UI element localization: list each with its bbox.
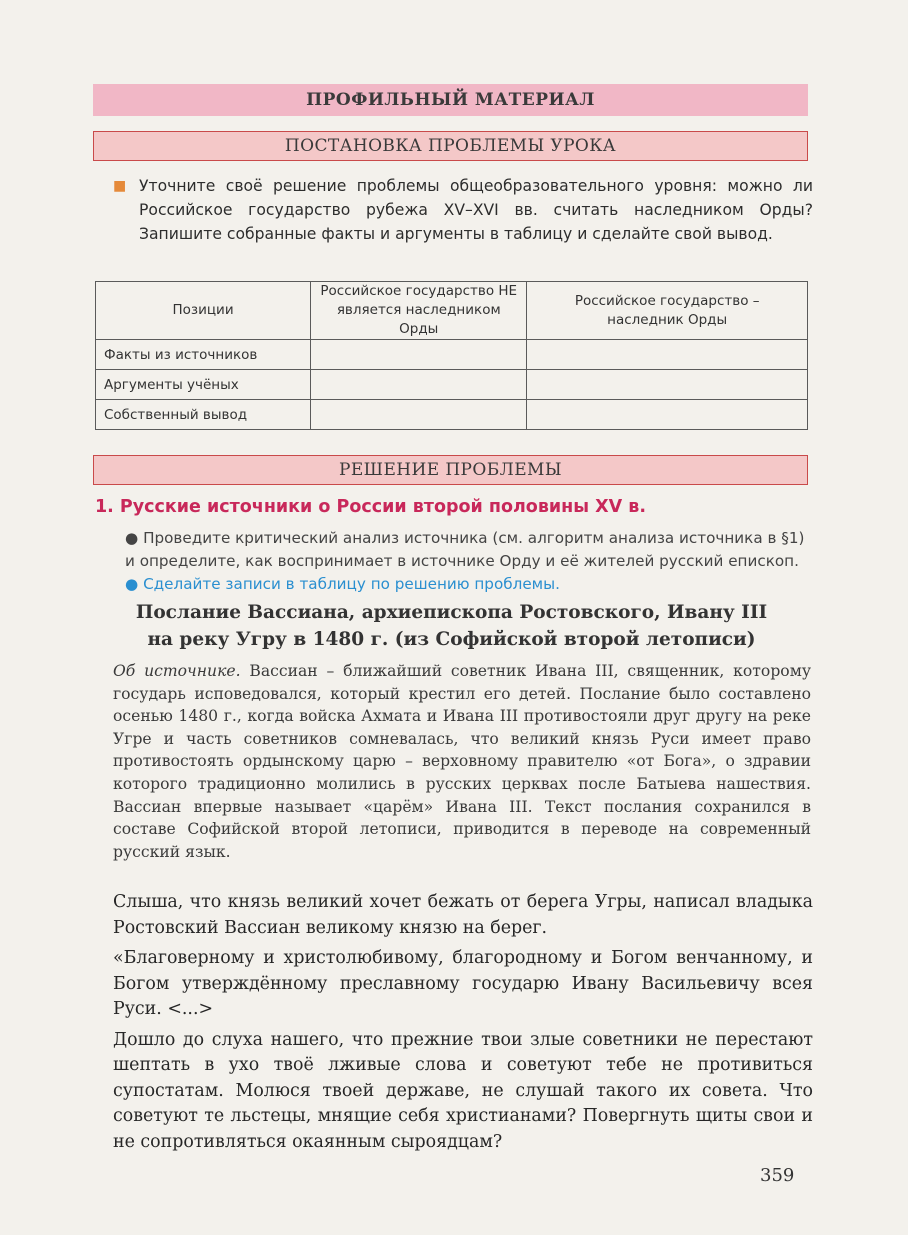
general-task: [113, 174, 813, 246]
table-cell: [527, 370, 808, 400]
source-title-line: на реку Угру в 1480 г. (из Софийской второй летописи): [147, 629, 756, 650]
positions-table: [95, 281, 808, 430]
problem-solution-banner: РЕШЕНИЕ ПРОБЛЕМЫ: [93, 455, 808, 485]
section-task-record: ● Сделайте записи в таблицу по решению проблемы.: [125, 575, 560, 593]
table-cell: [527, 400, 808, 430]
profile-material-banner: ПРОФИЛЬНЫЙ МАТЕРИАЛ: [93, 84, 808, 116]
source-paragraph: «Благоверному и христолюбивому, благородному и Богом венчанному, и Богом утверждённому преславному государю Ивану Васильевичу всея Руси. <...>: [113, 948, 813, 1019]
table-row: [96, 340, 808, 370]
problem-setup-banner: ПОСТАНОВКА ПРОБЛЕМЫ УРОКА: [93, 131, 808, 161]
table-cell: [527, 340, 808, 370]
table-row-label: Собственный вывод: [96, 400, 311, 430]
table-header-positions: Позиции: [96, 282, 311, 340]
square-bullet-icon: ■: [113, 178, 127, 194]
section-heading: 1. Русские источники о России второй половины XV в.: [95, 497, 647, 517]
table-header-row: [96, 282, 808, 340]
table-cell: [311, 340, 527, 370]
about-source-lead: Об источнике.: [113, 662, 241, 680]
table-row: [96, 400, 808, 430]
table-row-label: Аргументы учёных: [96, 370, 311, 400]
about-source-text: Вассиан – ближайший советник Ивана III, священник, которому государь исповедовался, который крестил его детей. Послание было составлено осенью 1480 г., когда войска Ахмата и Ивана III противостояли друг другу на реке Угре и часть советников сомневалась, что великий князь Руси имеет право противостоять ордынскому царю – верховному правителю «от Бога», о здравии которого традиционно молились в русских церквах после Батыева нашествия. Вассиан впервые называет «царём» Ивана III. Текст послания сохранился в составе Софийской второй летописи, приводится в переводе на современный русский язык.: [113, 662, 811, 861]
source-paragraph: Дошло до слуха нашего, что прежние твои злые советники не перестают шептать в ухо твоё лживые слова и советуют тебе не противиться супостатам. Молюся твоей державе, не слушай такого их совета. Что советуют те льстецы, мнящие себя христианами? Повергнуть щиты свои и не сопротивляться окаянным сыроядцам?: [113, 1029, 813, 1152]
table-row-label: Факты из источников: [96, 340, 311, 370]
general-task-text: Уточните своё решение проблемы общеобразовательного уровня: можно ли Российское государство рубежа XV–XVI вв. считать наследником Орды? Запишите собранные факты и аргументы в таблицу и сделайте свой вывод.: [139, 177, 813, 243]
source-paragraph: Слыша, что князь великий хочет бежать от берега Угры, написал владыка Ростовский Вассиан великому князю на берег.: [113, 892, 813, 938]
source-text: [113, 890, 813, 1160]
about-source: [113, 660, 811, 863]
source-title-line: Послание Вассиана, архиепископа Ростовского, Ивану III: [135, 602, 768, 623]
table-row: [96, 370, 808, 400]
table-cell: [311, 400, 527, 430]
page-number: 359: [760, 1165, 795, 1186]
table-cell: [311, 370, 527, 400]
table-header-not-heir: Российское государство НЕ является наследником Орды: [311, 282, 527, 340]
source-title: [95, 599, 808, 653]
section-task: [125, 527, 815, 596]
section-task-analysis: ● Проведите критический анализ источника (см. алгоритм анализа источника в §1) и определите, как воспринимает в источнике Орду и её жителей русский епископ.: [125, 529, 805, 570]
table-header-heir: Российское государство – наследник Орды: [527, 282, 808, 340]
